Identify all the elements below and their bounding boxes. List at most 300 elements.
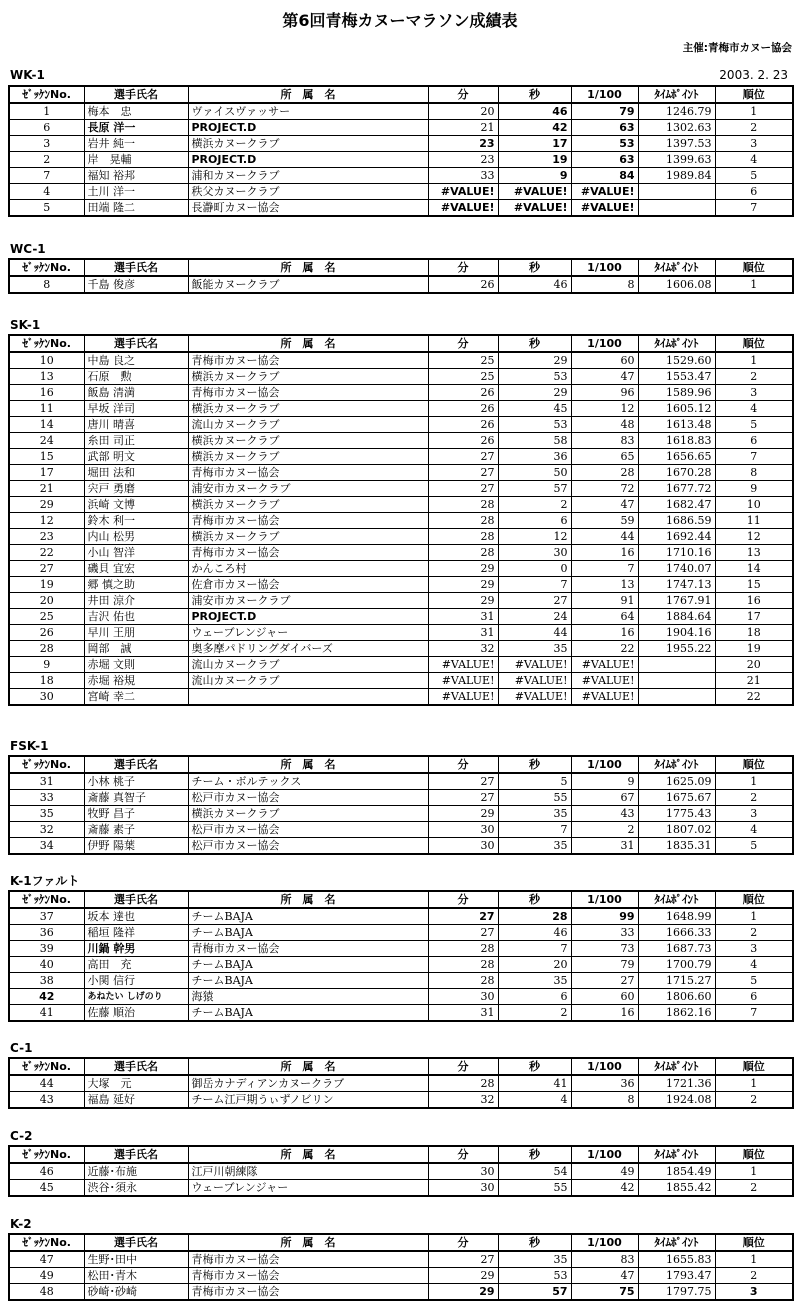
seconds-cell: 7 [498,577,571,593]
bib-number-cell: 34 [9,838,84,855]
hundredths-cell: 60 [571,989,638,1005]
header-athlete-name: 選手氏名 [84,259,188,276]
minutes-cell: 28 [428,513,498,529]
athlete-name-cell: 小関 信行 [84,973,188,989]
hundredths-cell: 75 [571,1284,638,1301]
seconds-cell: 28 [498,908,571,925]
table-row [9,957,793,973]
seconds-cell: 57 [498,481,571,497]
table-row [9,1075,793,1092]
affiliation-cell: 青梅市カヌー協会 [188,465,428,481]
hundredths-cell: #VALUE! [571,184,638,200]
rank-cell: 1 [715,1163,793,1180]
affiliation-cell: 青梅市カヌー協会 [188,352,428,369]
athlete-name-cell: 長原 洋一 [84,120,188,136]
seconds-cell: 35 [498,1251,571,1268]
affiliation-cell: PROJECT.D [188,120,428,136]
hundredths-cell: 99 [571,908,638,925]
seconds-cell: 4 [498,1092,571,1109]
athlete-name-cell: 飯島 清満 [84,385,188,401]
table-row [9,481,793,497]
bib-number-cell: 20 [9,593,84,609]
minutes-cell: 27 [428,449,498,465]
hundredths-cell: 96 [571,385,638,401]
category-label: C-2 [10,1129,33,1143]
seconds-cell: 24 [498,609,571,625]
minutes-cell: 29 [428,577,498,593]
bib-number-cell: 31 [9,773,84,790]
affiliation-cell: 青梅市カヌー協会 [188,385,428,401]
time-points-cell: 1855.42 [638,1180,715,1197]
rank-cell: 3 [715,1284,793,1301]
results-table [8,1233,794,1301]
table-row [9,184,793,200]
minutes-cell: #VALUE! [428,673,498,689]
time-points-cell: 1884.64 [638,609,715,625]
affiliation-cell: 横浜カヌークラブ [188,529,428,545]
time-points-cell: 1666.33 [638,925,715,941]
table-row [9,1284,793,1301]
bib-number-cell: 1 [9,103,84,120]
affiliation-cell: チームBAJA [188,1005,428,1022]
minutes-cell: 27 [428,790,498,806]
table-row [9,433,793,449]
table-row [9,352,793,369]
athlete-name-cell: 磯貝 宜宏 [84,561,188,577]
time-points-cell: 1989.84 [638,168,715,184]
bib-number-cell: 37 [9,908,84,925]
bib-number-cell: 4 [9,184,84,200]
athlete-name-cell: 唐川 晴喜 [84,417,188,433]
hundredths-cell: 64 [571,609,638,625]
affiliation-cell: 長瀞町カヌー協会 [188,200,428,217]
header-bib-number: ｾﾞｯｹﾝNo. [9,335,84,352]
header-hundredths: 1/100 [571,259,638,276]
bib-number-cell: 30 [9,689,84,706]
header-hundredths: 1/100 [571,1058,638,1075]
time-points-cell: 1246.79 [638,103,715,120]
hundredths-cell: 16 [571,1005,638,1022]
seconds-cell: 9 [498,168,571,184]
minutes-cell: 27 [428,773,498,790]
bib-number-cell: 40 [9,957,84,973]
table-row [9,1268,793,1284]
affiliation-cell: ウェーブレンジャー [188,1180,428,1197]
category-label: WK-1 [10,68,45,82]
affiliation-cell: チームBAJA [188,973,428,989]
affiliation-cell: 青梅市カヌー協会 [188,941,428,957]
hundredths-cell: #VALUE! [571,657,638,673]
athlete-name-cell: 中島 良之 [84,352,188,369]
minutes-cell: 29 [428,593,498,609]
table-row [9,989,793,1005]
results-table [8,258,794,294]
affiliation-cell: 松戸市カヌー協会 [188,838,428,855]
header-bib-number: ｾﾞｯｹﾝNo. [9,756,84,773]
header-minutes: 分 [428,335,498,352]
header-time-points: ﾀｲﾑﾎﾟｲﾝﾄ [638,335,715,352]
table-row [9,838,793,855]
hundredths-cell: 84 [571,168,638,184]
table-row [9,152,793,168]
affiliation-cell: 佐倉市カヌー協会 [188,577,428,593]
rank-cell: 2 [715,790,793,806]
header-seconds: 秒 [498,1058,571,1075]
results-table [8,1057,794,1109]
rank-cell: 1 [715,1075,793,1092]
table-row [9,625,793,641]
time-points-cell: 1715.27 [638,973,715,989]
seconds-cell: 7 [498,822,571,838]
header-bib-number: ｾﾞｯｹﾝNo. [9,1234,84,1251]
table-row [9,417,793,433]
bib-number-cell: 29 [9,497,84,513]
seconds-cell: 55 [498,1180,571,1197]
table-row [9,120,793,136]
hundredths-cell: 8 [571,276,638,293]
seconds-cell: 6 [498,513,571,529]
affiliation-cell: 青梅市カヌー協会 [188,1284,428,1301]
affiliation-cell: 飯能カヌークラブ [188,276,428,293]
bib-number-cell: 47 [9,1251,84,1268]
seconds-cell: 42 [498,120,571,136]
time-points-cell: 1806.60 [638,989,715,1005]
header-affiliation: 所 属 名 [188,259,428,276]
header-athlete-name: 選手氏名 [84,756,188,773]
table-row [9,941,793,957]
minutes-cell: 29 [428,1284,498,1301]
header-rank: 順位 [715,1058,793,1075]
bib-number-cell: 13 [9,369,84,385]
bib-number-cell: 24 [9,433,84,449]
hundredths-cell: #VALUE! [571,200,638,217]
athlete-name-cell: 井田 涼介 [84,593,188,609]
category-label: SK-1 [10,318,41,332]
minutes-cell: 27 [428,1251,498,1268]
hundredths-cell: 73 [571,941,638,957]
table-row [9,925,793,941]
header-seconds: 秒 [498,756,571,773]
athlete-name-cell: 土川 洋一 [84,184,188,200]
athlete-name-cell: 赤堀 裕規 [84,673,188,689]
athlete-name-cell: 宮崎 幸二 [84,689,188,706]
rank-cell: 21 [715,673,793,689]
seconds-cell: 2 [498,497,571,513]
header-affiliation: 所 属 名 [188,335,428,352]
bib-number-cell: 17 [9,465,84,481]
rank-cell: 2 [715,1268,793,1284]
table-row [9,513,793,529]
hundredths-cell: 47 [571,369,638,385]
rank-cell: 3 [715,941,793,957]
rank-cell: 4 [715,822,793,838]
seconds-cell: 46 [498,925,571,941]
hundredths-cell: 79 [571,103,638,120]
seconds-cell: 17 [498,136,571,152]
seconds-cell: #VALUE! [498,184,571,200]
affiliation-cell: 流山カヌークラブ [188,673,428,689]
minutes-cell: 23 [428,152,498,168]
minutes-cell: 26 [428,401,498,417]
minutes-cell: 27 [428,908,498,925]
minutes-cell: 27 [428,925,498,941]
hundredths-cell: 79 [571,957,638,973]
table-header-row [9,259,793,276]
header-bib-number: ｾﾞｯｹﾝNo. [9,891,84,908]
affiliation-cell: 横浜カヌークラブ [188,401,428,417]
bib-number-cell: 7 [9,168,84,184]
table-header-row [9,891,793,908]
table-row [9,497,793,513]
seconds-cell: #VALUE! [498,657,571,673]
minutes-cell: 27 [428,481,498,497]
bib-number-cell: 28 [9,641,84,657]
table-row [9,561,793,577]
minutes-cell: 28 [428,957,498,973]
seconds-cell: 35 [498,641,571,657]
seconds-cell: 50 [498,465,571,481]
header-bib-number: ｾﾞｯｹﾝNo. [9,86,84,103]
header-hundredths: 1/100 [571,756,638,773]
bib-number-cell: 49 [9,1268,84,1284]
table-row [9,908,793,925]
seconds-cell: 19 [498,152,571,168]
affiliation-cell: チームBAJA [188,925,428,941]
header-affiliation: 所 属 名 [188,86,428,103]
hundredths-cell: 16 [571,545,638,561]
table-header-row [9,756,793,773]
affiliation-cell: チームBAJA [188,957,428,973]
header-athlete-name: 選手氏名 [84,86,188,103]
time-points-cell: 1670.28 [638,465,715,481]
athlete-name-cell: 渋谷･須永 [84,1180,188,1197]
time-points-cell: 1648.99 [638,908,715,925]
hundredths-cell: 60 [571,352,638,369]
affiliation-cell: 横浜カヌークラブ [188,433,428,449]
time-points-cell: 1302.63 [638,120,715,136]
rank-cell: 7 [715,1005,793,1022]
header-minutes: 分 [428,1234,498,1251]
time-points-cell [638,200,715,217]
seconds-cell: 20 [498,957,571,973]
rank-cell: 17 [715,609,793,625]
rank-cell: 18 [715,625,793,641]
rank-cell: 5 [715,168,793,184]
affiliation-cell: 浦安市カヌークラブ [188,593,428,609]
minutes-cell: 28 [428,497,498,513]
athlete-name-cell: 岩井 純一 [84,136,188,152]
athlete-name-cell: 堀田 法和 [84,465,188,481]
athlete-name-cell: 福知 裕邦 [84,168,188,184]
minutes-cell: 27 [428,465,498,481]
rank-cell: 6 [715,433,793,449]
minutes-cell: 25 [428,352,498,369]
athlete-name-cell: 福島 延好 [84,1092,188,1109]
rank-cell: 5 [715,417,793,433]
seconds-cell: 35 [498,838,571,855]
affiliation-cell: 浦安市カヌークラブ [188,481,428,497]
minutes-cell: 26 [428,417,498,433]
affiliation-cell: 浦和カヌークラブ [188,168,428,184]
affiliation-cell: 江戸川朝練隊 [188,1163,428,1180]
bib-number-cell: 45 [9,1180,84,1197]
table-row [9,1180,793,1197]
athlete-name-cell: 佐藤 順治 [84,1005,188,1022]
minutes-cell: 29 [428,806,498,822]
athlete-name-cell: 石原 勲 [84,369,188,385]
header-rank: 順位 [715,259,793,276]
minutes-cell: #VALUE! [428,689,498,706]
table-row [9,609,793,625]
bib-number-cell: 9 [9,657,84,673]
seconds-cell: 57 [498,1284,571,1301]
time-points-cell: 1692.44 [638,529,715,545]
athlete-name-cell: 小林 桃子 [84,773,188,790]
category-label: K-1ファルト [10,874,80,888]
bib-number-cell: 21 [9,481,84,497]
rank-cell: 9 [715,481,793,497]
bib-number-cell: 42 [9,989,84,1005]
seconds-cell: 54 [498,1163,571,1180]
header-bib-number: ｾﾞｯｹﾝNo. [9,1146,84,1163]
rank-cell: 7 [715,449,793,465]
header-seconds: 秒 [498,1234,571,1251]
bib-number-cell: 48 [9,1284,84,1301]
header-seconds: 秒 [498,259,571,276]
header-time-points: ﾀｲﾑﾎﾟｲﾝﾄ [638,891,715,908]
hundredths-cell: 83 [571,433,638,449]
hundredths-cell: 48 [571,417,638,433]
bib-number-cell: 38 [9,973,84,989]
rank-cell: 2 [715,120,793,136]
table-row [9,973,793,989]
hundredths-cell: 49 [571,1163,638,1180]
bib-number-cell: 6 [9,120,84,136]
rank-cell: 6 [715,184,793,200]
seconds-cell: 44 [498,625,571,641]
rank-cell: 19 [715,641,793,657]
header-rank: 順位 [715,86,793,103]
athlete-name-cell: 川鍋 幹男 [84,941,188,957]
affiliation-cell: 海猿 [188,989,428,1005]
seconds-cell: 29 [498,352,571,369]
table-row [9,1005,793,1022]
time-points-cell: 1862.16 [638,1005,715,1022]
time-points-cell: 1955.22 [638,641,715,657]
athlete-name-cell: 近藤･布施 [84,1163,188,1180]
hundredths-cell: 31 [571,838,638,855]
time-points-cell: 1710.16 [638,545,715,561]
athlete-name-cell: 坂本 達也 [84,908,188,925]
hundredths-cell: 43 [571,806,638,822]
seconds-cell: 35 [498,973,571,989]
time-points-cell: 1747.13 [638,577,715,593]
header-seconds: 秒 [498,1146,571,1163]
seconds-cell: 58 [498,433,571,449]
athlete-name-cell: 吉沢 佑也 [84,609,188,625]
athlete-name-cell: 早川 王朋 [84,625,188,641]
table-row [9,465,793,481]
seconds-cell: 35 [498,806,571,822]
rank-cell: 2 [715,1092,793,1109]
hundredths-cell: 67 [571,790,638,806]
table-row [9,200,793,217]
seconds-cell: 12 [498,529,571,545]
affiliation-cell: 奥多摩パドリングダイバーズ [188,641,428,657]
athlete-name-cell: 赤堀 文則 [84,657,188,673]
table-row [9,790,793,806]
time-points-cell: 1854.49 [638,1163,715,1180]
bib-number-cell: 3 [9,136,84,152]
results-table [8,890,794,1022]
table-row [9,689,793,706]
affiliation-cell [188,689,428,706]
affiliation-cell: チーム・ボルテックス [188,773,428,790]
rank-cell: 6 [715,989,793,1005]
time-points-cell: 1677.72 [638,481,715,497]
header-time-points: ﾀｲﾑﾎﾟｲﾝﾄ [638,1234,715,1251]
rank-cell: 7 [715,200,793,217]
header-athlete-name: 選手氏名 [84,1234,188,1251]
table-row [9,657,793,673]
hundredths-cell: #VALUE! [571,673,638,689]
time-points-cell: 1675.67 [638,790,715,806]
table-row [9,593,793,609]
seconds-cell: 41 [498,1075,571,1092]
minutes-cell: 28 [428,1075,498,1092]
minutes-cell: 20 [428,103,498,120]
hundredths-cell: 13 [571,577,638,593]
bib-number-cell: 36 [9,925,84,941]
hundredths-cell: 47 [571,497,638,513]
seconds-cell: 2 [498,1005,571,1022]
seconds-cell: #VALUE! [498,200,571,217]
time-points-cell: 1793.47 [638,1268,715,1284]
table-row [9,806,793,822]
header-hundredths: 1/100 [571,86,638,103]
header-time-points: ﾀｲﾑﾎﾟｲﾝﾄ [638,1146,715,1163]
seconds-cell: 6 [498,989,571,1005]
time-points-cell: 1613.48 [638,417,715,433]
rank-cell: 16 [715,593,793,609]
seconds-cell: 53 [498,1268,571,1284]
athlete-name-cell: 早坂 洋司 [84,401,188,417]
athlete-name-cell: 内山 松男 [84,529,188,545]
category-label: K-2 [10,1217,32,1231]
header-hundredths: 1/100 [571,1234,638,1251]
results-table [8,334,794,706]
table-row [9,168,793,184]
hundredths-cell: 53 [571,136,638,152]
affiliation-cell: チーム江戸期うぃずノビリン [188,1092,428,1109]
athlete-name-cell: 武部 明文 [84,449,188,465]
rank-cell: 1 [715,1251,793,1268]
minutes-cell: 29 [428,561,498,577]
athlete-name-cell: 砂崎･砂崎 [84,1284,188,1301]
bib-number-cell: 32 [9,822,84,838]
athlete-name-cell: 生野･田中 [84,1251,188,1268]
bib-number-cell: 39 [9,941,84,957]
minutes-cell: #VALUE! [428,657,498,673]
athlete-name-cell: 伊野 陽葉 [84,838,188,855]
time-points-cell [638,657,715,673]
time-points-cell [638,689,715,706]
rank-cell: 13 [715,545,793,561]
seconds-cell: #VALUE! [498,673,571,689]
time-points-cell: 1700.79 [638,957,715,973]
header-athlete-name: 選手氏名 [84,335,188,352]
affiliation-cell: 流山カヌークラブ [188,657,428,673]
